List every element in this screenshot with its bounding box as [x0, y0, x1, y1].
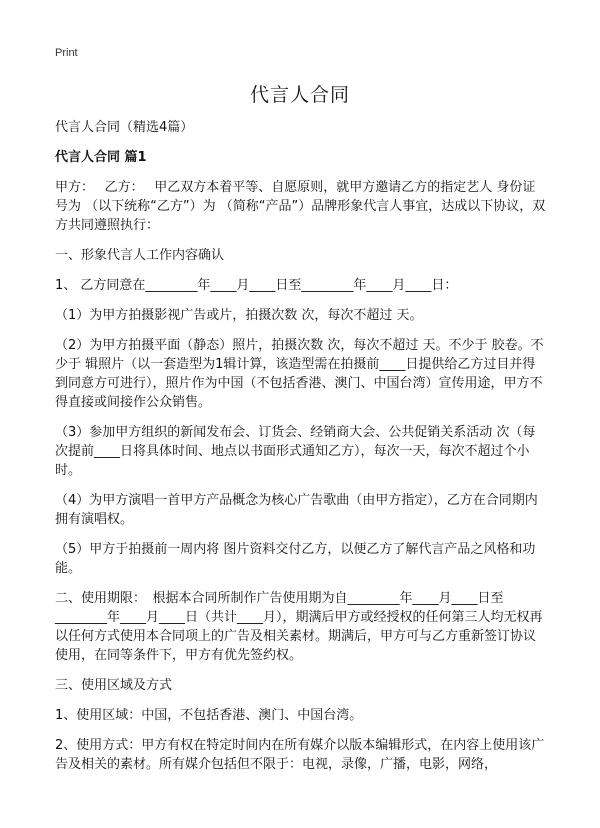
paragraph-item-2: （2）为甲方拍摄平面（静态）照片，拍摄次数 次，每次不超过 天。不少于 胶卷。不少于 辑照片（以一套造型为1辑计算，该造型需在拍摄前____日提供给乙方过目并得到同意方可进行），照片作为中国（不包括香港、澳门、中国台湾）宣传用途，甲方不得直接或间接作公众销售。 [55, 338, 544, 410]
paragraph-item-3: （3）参加甲方组织的新闻发布会、订货会、经销商大会、公共促销关系活动 次（每次提前____日将具体时间、地点以书面形式通知乙方），每次一天，每次不超过个小时。 [55, 425, 536, 478]
paragraph-usage-method: 2、使用方式：甲方有权在特定时间内在所有媒介以版本编辑形式，在内容上使用该广告及相关的素材。所有媒介包括但不限于：电视，录像，广播，电影，网络， [55, 738, 545, 772]
paragraph-item-5: （5）甲方于拍摄前一周内将 图片资料交付乙方，以便乙方了解代言产品之风格和功能。 [55, 542, 536, 576]
paragraph-item-1: （1）为甲方拍摄影视广告或片，拍摄次数 次，每次不超过 天。 [55, 308, 423, 323]
print-link[interactable]: Print [55, 47, 78, 59]
paragraph-usage-region: 1、使用区域：中国，不包括香港、澳门、中国台湾。 [55, 708, 363, 723]
paragraph-clause-1: 1、 乙方同意在________年____月____日至________年____月____日： [55, 278, 458, 293]
paragraph-parties: 甲方： 乙方： 甲乙双方本着平等、自愿原则，就甲方邀请乙方的指定艺人 身份证号为 （以下统称“乙方”）为 （简称“产品”）品牌形象代言人事宜，达成以下协议，双方共同遵照执行： [55, 180, 546, 233]
paragraph-section-3-title: 三、使用区域及方式 [55, 678, 173, 693]
section-heading: 代言人合同 篇1 [55, 150, 147, 165]
document-title: 代言人合同 [249, 84, 350, 106]
document-subtitle: 代言人合同（精选4篇） [55, 120, 194, 135]
document-body [55, 118, 547, 785]
paragraph-section-1-title: 一、形象代言人工作内容确认 [55, 248, 225, 263]
paragraph-section-2: 二、使用期限： 根据本合同所制作广告使用期为自________年____月____日至________年____月____日（共计____月），期满后甲方或经授权的任何第三人均无权再以任何方式使用本合同项上的广告及相关素材。期满后，甲方可与乙方重新签订协议使用，在同等条件下，甲方有优先签约权。 [55, 591, 543, 663]
paragraph-item-4: （4）为甲方演唱一首甲方产品概念为核心广告歌曲（由甲方指定），乙方在合同期内拥有演唱权。 [55, 493, 538, 527]
